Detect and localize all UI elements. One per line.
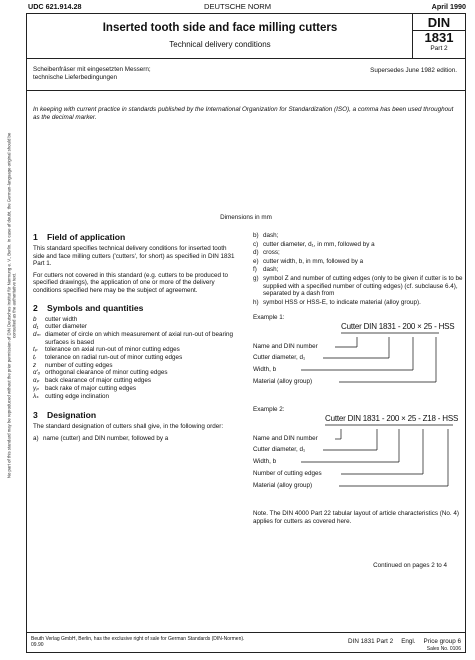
example-label: Number of cutting edges [253, 470, 322, 478]
example-label: Cutter diameter, d₁ [253, 354, 306, 362]
price-group: Price group 6 [423, 638, 461, 645]
din-part: Part 2 [430, 45, 448, 52]
symbol: tₚ [33, 346, 38, 354]
footer-publisher [31, 636, 291, 648]
symbol: d₁ [33, 323, 39, 331]
symbol-description: orthogonal clearance of minor cutting edges [45, 369, 168, 377]
item-text: dash; [263, 266, 279, 274]
item-text: symbol Z and number of cutting edges (only to be given if cutter is to be supplied with a specified number of cutting edges) (cf. subclause 6.4), separated by a dash from [263, 274, 463, 298]
left-column [33, 232, 238, 443]
divider [27, 90, 465, 91]
symbol-description: back clearance of major cutting edges [45, 377, 152, 385]
right-column [253, 232, 463, 526]
designation-code: Cutter DIN 1831 - 200 × 25 - HSS [341, 322, 455, 332]
designation-item [253, 232, 463, 240]
section-1-paragraph: For cutters not covered in this standard (e.g. cutters to be produced to specified drawings), the application of one or more of the delivery conditions specified here may be the subject of agreement. [33, 271, 228, 294]
symbol-item [33, 331, 238, 346]
example-label: Name and DIN number [253, 435, 318, 443]
designation-list-left [33, 435, 238, 443]
symbol-item [33, 346, 238, 354]
symbol-description: tolerance on axial run-out of minor cutting edges [45, 346, 180, 354]
symbol-description: back rake of major cutting edges [45, 384, 137, 392]
designation-item [253, 249, 463, 257]
symbol-item [33, 369, 238, 377]
symbol-item [33, 393, 238, 401]
section-title: Symbols and quantities [47, 302, 144, 313]
din-label: DIN [413, 15, 465, 31]
symbol-description: cutter diameter [45, 323, 87, 331]
issue-date: April 1990 [431, 2, 466, 11]
symbol: αₚ [33, 377, 40, 385]
symbol-item [33, 316, 238, 324]
footer-reference [340, 638, 461, 652]
designation-item [253, 266, 463, 274]
symbol-description: number of cutting edges [45, 361, 113, 369]
symbol-description: cutting edge inclination [45, 392, 110, 400]
item-text: cutter diameter, d₁, in mm, followed by a [263, 240, 375, 248]
german-title-line: technische Lieferbedingungen [33, 74, 118, 81]
designation-code: Cutter DIN 1831 - 200 × 25 - Z18 - HSS [325, 414, 459, 424]
example-2-leader-lines [253, 406, 463, 506]
section-2-heading [33, 303, 238, 313]
designation-list-right [253, 232, 463, 306]
example-label: Width, b [253, 458, 277, 466]
designation-item [253, 299, 463, 307]
document-subtitle: Technical delivery conditions [169, 40, 271, 49]
symbol-description: diameter of circle on which measurement of axial run-out of bearing surfaces is based [45, 330, 233, 346]
symbol: tᵣ [33, 354, 36, 362]
symbol: λₛ [33, 392, 39, 400]
udc-code: UDC 621.914.28 [28, 2, 82, 11]
section-title: Field of application [47, 232, 126, 242]
item-label: c) [253, 240, 259, 248]
item-label: h) [253, 298, 259, 306]
language: Engl. [401, 638, 416, 645]
section-1-paragraph: This standard specifies technical delivery conditions for inserted tooth side and face milling cutters ('cutters', for short) as specified in DIN 1831 Part 1. [33, 245, 235, 268]
publisher-text: Beuth Verlag GmbH, Berlin, has the exclusive right of sale for German Standards (DIN-Normen). [31, 636, 245, 642]
designation-item [253, 258, 463, 266]
section-number: 2 [33, 302, 38, 313]
item-label: d) [253, 249, 259, 257]
symbol-item [33, 354, 238, 362]
section-number: 3 [33, 410, 38, 421]
din-4000-note: Note. The DIN 4000 Part 22 tabular layout of article characteristics (No. 4) applies for cutters as covered here. [253, 510, 460, 525]
side-copyright-text: No part of this standard may be reproduced without the prior permission of DIN Deutsches Institut für Normung e. V., Berlin. In case of doubt, the German-language original should be consulted as the authoritative text. [6, 132, 17, 479]
item-label: a) [33, 434, 39, 442]
supersedes-note: Supersedes June 1982 edition. [370, 67, 457, 74]
section-number: 1 [33, 232, 38, 242]
item-text: cutter width, b, in mm, followed by a [263, 257, 364, 265]
norm-label: DEUTSCHE NORM [204, 2, 272, 11]
item-text: cross; [263, 249, 280, 257]
designation-item [33, 435, 238, 443]
symbol-item [33, 385, 238, 393]
side-copyright [2, 130, 22, 490]
designation-item [253, 241, 463, 249]
iso-note: In keeping with current practice in standards published by the International Organization for Standardization (ISO), a comma has been used throughout as the decimal marker. [33, 106, 454, 122]
footer [27, 632, 465, 652]
example-label: Cutter diameter, d₁ [253, 446, 306, 454]
german-title [33, 66, 293, 82]
item-text: name (cutter) and DIN number, followed by a [43, 434, 169, 442]
section-1-heading [33, 232, 238, 242]
item-label: b) [253, 232, 259, 239]
symbol: α'ₒ [33, 369, 41, 377]
din-box [412, 14, 465, 59]
section-3-paragraph: The standard designation of cutters shall give, in the following order: [33, 423, 224, 431]
example-title: Example 1: [253, 314, 285, 322]
sales-number: Sales No. 0106 [426, 646, 461, 652]
symbol-item [33, 377, 238, 385]
item-text: symbol HSS or HSS-E, to indicate material (alloy group). [263, 298, 421, 306]
symbol: z [33, 361, 37, 369]
doc-reference: DIN 1831 Part 2 [348, 638, 394, 645]
title-block [27, 14, 465, 59]
example-2 [253, 406, 463, 506]
symbol: dₘ [33, 330, 41, 338]
item-label: g) [253, 274, 259, 282]
designation-item [253, 275, 463, 298]
german-title-line: Scheibenfräser mit eingesetzten Messern; [33, 66, 151, 73]
item-text: dash; [263, 232, 279, 239]
symbol-description: cutter width [45, 315, 78, 323]
section-3-heading [33, 410, 238, 420]
document-frame [26, 13, 466, 653]
example-label: Material (alloy group) [253, 482, 313, 490]
continued-note: Continued on pages 2 to 4 [373, 562, 447, 569]
top-bar [26, 0, 466, 14]
example-1 [253, 314, 463, 398]
symbol-description: tolerance on radial run-out of minor cutting edges [45, 354, 183, 362]
example-label: Width, b [253, 366, 277, 374]
dimensions-note: Dimensions in mm [220, 214, 272, 221]
example-title: Example 2: [253, 406, 285, 414]
din-number: 1831 [424, 30, 454, 45]
example-label: Name and DIN number [253, 343, 318, 351]
item-label: f) [253, 266, 257, 274]
symbol-item [33, 323, 238, 331]
section-title: Designation [47, 410, 97, 421]
document-title: Inserted tooth side and face milling cutters [102, 22, 338, 34]
symbol: γₚ [33, 384, 39, 392]
example-label: Material (alloy group) [253, 378, 313, 386]
symbol-item [33, 362, 238, 370]
item-label: e) [253, 257, 259, 265]
symbol: b [33, 315, 37, 323]
symbols-list [33, 316, 238, 401]
edition-code: 09.90 [31, 642, 44, 648]
